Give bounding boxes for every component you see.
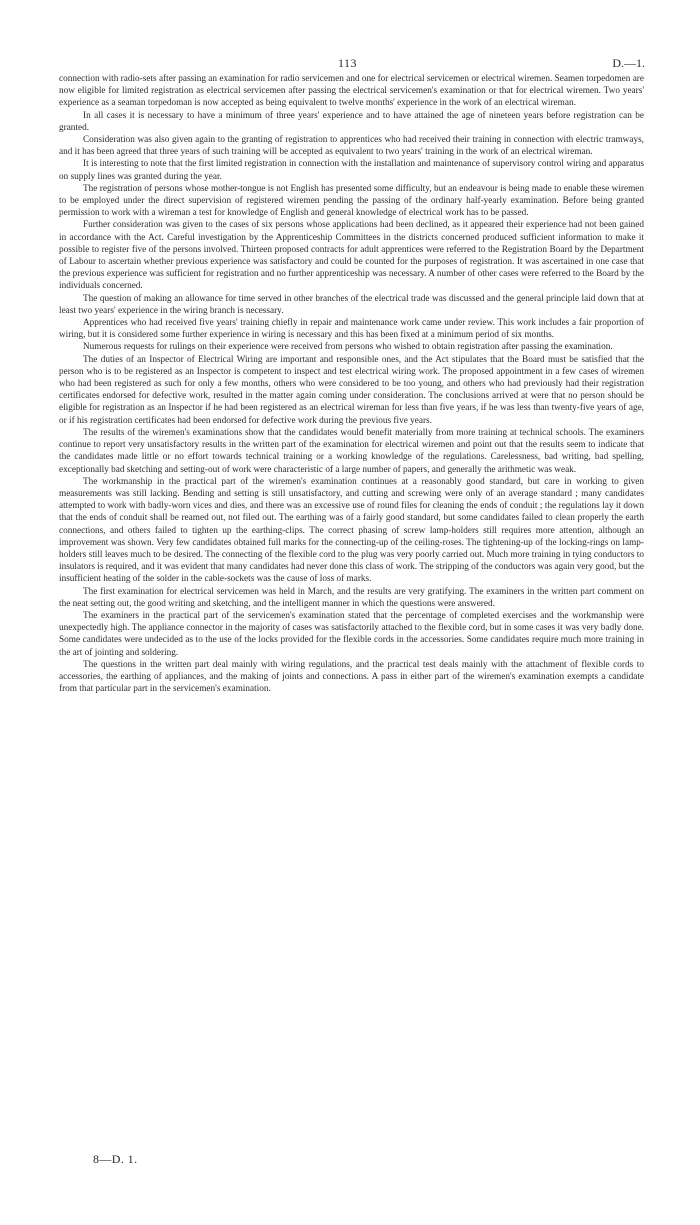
- paragraph: The workmanship in the practical part of the wiremen's examination continues at a reasonably good standard, but care in working to given measurements was still lacking. Bending and setting is still unsatisfactory, and cutting and screwing were only of an average standard ; many candidates attempted to work with badly-worn vices and dies, and there was an excessive use of round files for cleaning the ends of conduit ; the regulations lay it down that the ends of conduit shall be reamed out, not filed out. The earthing was of a fairly good standard, but some candidates failed to clean properly the earth connections, and others failed to tighten up the earthing-clips. The correct phasing of screw lamp-holders still requires more attention, although an improvement was shown. Very few candidates obtained full marks for the connecting-up of the ceiling-roses. The tightening-up of the locking-rings on lamp-holders still leaves much to be desired. The connecting of the flexible cord to the plug was very poorly carried out. Much more training in tying conductors to insulators is required, and it was evident that many candidates had never done this class of work. The stripping of the conductors was again very good, but the insufficient heating of the solder in the cable-sockets was the cause of loss of marks.: [59, 476, 645, 585]
- paragraph: It is interesting to note that the first limited registration in connection with the installation and maintenance of supervisory control wiring and apparatus on supply lines was granted during the year.: [59, 159, 644, 182]
- paragraph: The first examination for electrical servicemen was held in March, and the results are very gratifying. The examiners in the written part comment on the neat setting out, the good writing and sketching, and the intelligent manner in which the questions were answered.: [59, 586, 644, 609]
- document-reference: D.—1.: [612, 56, 645, 70]
- paragraph: The question of making an allowance for time served in other branches of the electrical trade was discussed and the general principle laid down that at least two years' experience in the wiring branch is necessary.: [59, 293, 644, 316]
- paragraph: Further consideration was given to the cases of six persons whose applications had been declined, as it appeared their experience had not been gained in accordance with the Act. Careful investigation by the Apprenticeship Committees in the districts concerned produced sufficient information to make it possible to register five of the persons involved. Thirteen proposed contracts for adult apprentices were referred to the Registration Board by the Department of Labour to ascertain whether previous experience was satisfactory and could be counted for the purposes of registration. It was ascertained in one case that the previous experience was sufficient for registration and no further apprenticeship was necessary. A number of other cases were referred to the Board by the individuals concerned.: [59, 220, 644, 292]
- paragraph: In all cases it is necessary to have a minimum of three years' experience and to have attained the age of nineteen years before registration can be granted.: [59, 110, 644, 133]
- paragraph: Apprentices who had received five years' training chiefly in repair and maintenance work came under review. This work includes a fair proportion of wiring, but it is considered some further experience in wiring is necessary and this has been fixed at a minimum period of six months.: [59, 318, 644, 341]
- paragraph: connection with radio-sets after passing an examination for radio servicemen and one for electrical servicemen or electrical wiremen. Seamen torpedomen are now eligible for limited registration as electrical servicemen after passing the electrical servicemen's examination or that for electrical wiremen. Two years' experience as a seaman torpedoman is now accepted as being equivalent to twelve months' experience in the work of an electrical wireman.: [59, 74, 644, 109]
- printer-signature: 8—D. 1.: [93, 1152, 138, 1166]
- paragraph: The registration of persons whose mother-tongue is not English has presented some difficulty, but an endeavour is being made to enable these wiremen to be employed under the direct supervision of registered wiremen pending the passing of the ordinary half-yearly examination. Before being granted permission to work with a wireman a test for knowledge of English and general knowledge of electrical work has to be passed.: [59, 183, 644, 219]
- body-text: [59, 73, 644, 695]
- page-number: 113: [338, 56, 358, 70]
- paragraph: Numerous requests for rulings on their experience were received from persons who wished to obtain registration after passing the examination.: [83, 342, 613, 353]
- paragraph: The examiners in the practical part of the servicemen's examination stated that the percentage of completed exercises and the workmanship were unexpectedly high. The appliance connector in the majority of cases was satisfactorily attached to the flexible cord, but in some cases it was very badly done. Some candidates were undecided as to the use of the locks provided for the flexible cords in the accessories. Some candidates require much more training in the art of jointing and soldering.: [59, 610, 644, 658]
- paragraph: The results of the wiremen's examinations show that the candidates would benefit materially from more training at technical schools. The examiners continue to report very unsatisfactory results in the written part of the examination for electrical wiremen and point out that the results seem to indicate that the candidates made little or no effort towards technical training or a working knowledge of the regulations. Carelessness, bad writing, bad spelling, exceptionally bad sketching and setting-out of work were characteristic of a large number of papers, and generally the arithmetic was weak.: [59, 427, 644, 475]
- paragraph: The questions in the written part deal mainly with wiring regulations, and the practical test deals mainly with the attachment of flexible cords to accessories, the earthing of appliances, and the making of joints and connections. A pass in either part of the wiremen's examination exempts a candidate from that particular part in the servicemen's examination.: [59, 659, 644, 695]
- paragraph: Consideration was also given again to the granting of registration to apprentices who had received their training in connection with electric tramways, and it has been agreed that three years of such training will be accepted as equivalent to two years' training in the work of an electrical wireman.: [59, 135, 644, 158]
- paragraph: The duties of an Inspector of Electrical Wiring are important and responsible ones, and the Act stipulates that the Board must be satisfied that the person who is to be registered as an Inspector is competent to inspect and test electrical wiring work. The proposed appointment in a few cases of wiremen who had been registered as such for only a few months, others who were considered to be too young, and others who had previously had their registration certificates endorsed for defective work, resulted in the matter again coming under consideration. The conclusions arrived at were that no person should be eligible for registration as an Inspector if he had been registered as an electrical wireman for less than five years, if he was less than twenty-five years of age, or if his registration certificates had been endorsed for defective work during the previous five years.: [59, 354, 644, 426]
